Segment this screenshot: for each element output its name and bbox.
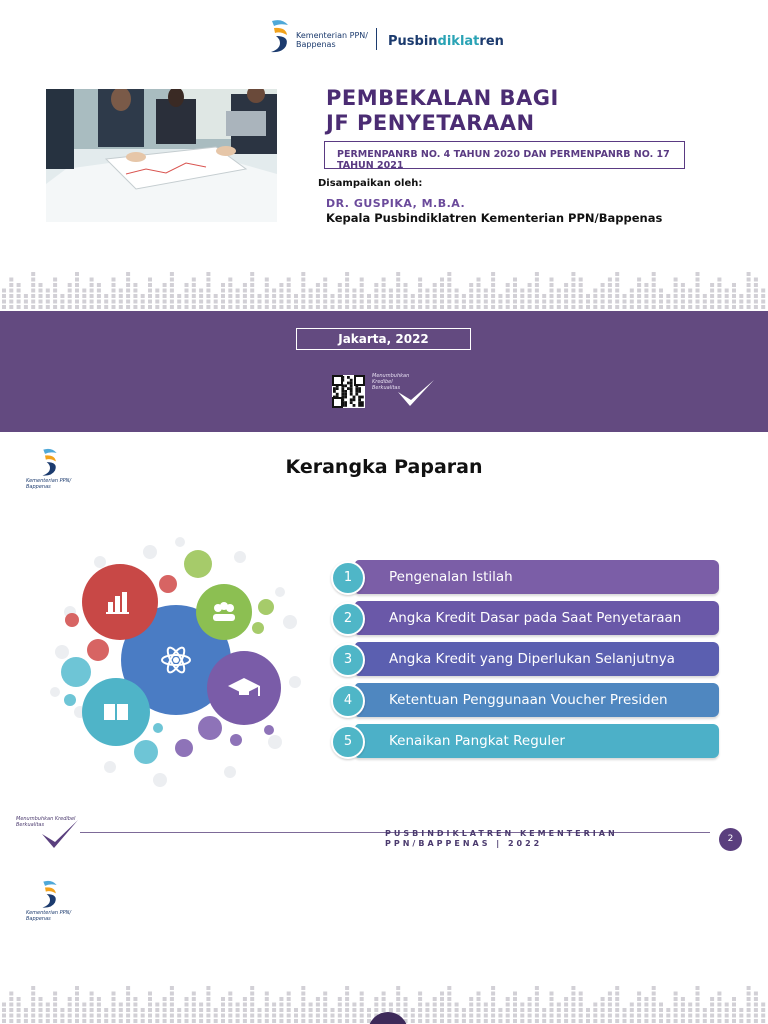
meeting-photo [46,89,277,222]
agenda-label: Angka Kredit yang Diperlukan Selanjutnya [389,651,675,667]
agenda-bar[interactable] [355,601,719,635]
agenda-number: 3 [331,643,365,677]
checkmark-icon [396,378,436,410]
agenda-label: Ketentuan Penggunaan Voucher Presiden [389,692,668,708]
agenda-item-1[interactable] [331,560,721,592]
pusbindiklatren-wordmark: Pusbindiklatren [388,34,504,49]
agenda-label: Angka Kredit Dasar pada Saat Penyetaraan [389,610,682,626]
checkmark-icon [40,818,80,852]
title-line-2: JF PENYETARAAN [326,111,535,135]
next-slide-partial [0,864,768,1024]
title-line-1: PEMBEKALAN BAGI [326,86,559,110]
logo-divider [376,28,377,50]
agenda-number: 2 [331,602,365,636]
header-logo [268,19,504,57]
speaker-name: DR. GUSPIKA, M.B.A. [326,197,466,210]
agenda-label: Kenaikan Pangkat Reguler [389,733,565,749]
agenda-bar[interactable] [355,683,719,717]
slide-title: Kerangka Paparan [285,456,483,478]
agenda-number: 5 [331,725,365,759]
title-slide [0,0,768,432]
agenda-slide [0,432,768,864]
page-number: 2 [719,828,742,851]
presentation-title [326,86,559,136]
cert-tagline: Menumbuhkan Kredibel Berkualitas [372,373,410,391]
presented-by-label: Disampaikan oleh: [318,178,423,189]
agenda-bar[interactable] [355,642,719,676]
agenda-bar[interactable] [355,724,719,758]
regulation-box: PERMENPANRB NO. 4 TAHUN 2020 DAN PERMENPANRB NO. 17 TAHUN 2021 [324,141,685,169]
header-logo-org: Kementerian PPN/ Bappenas [296,31,368,49]
agenda-number: 4 [331,684,365,718]
logo-caption: Kementerian PPN/ Bappenas [26,910,72,922]
agenda-item-3[interactable] [331,642,721,674]
footer-cert-text: Menumbuhkan Kredibel Berkualitas [16,816,76,828]
logo-caption: Kementerian PPN/ Bappenas [26,478,72,490]
date-place: Jakarta, 2022 [296,328,471,350]
bappenas-logo-icon [38,880,62,910]
agenda-label: Pengenalan Istilah [389,569,513,585]
footer-text: PUSBINDIKLATREN KEMENTERIAN PPN/BAPPENAS | 2022 [385,829,618,848]
agenda-item-4[interactable] [331,683,721,715]
qr-code-icon [332,375,365,408]
dotted-pattern [0,250,768,310]
agenda-number: 1 [331,561,365,595]
circle-infographic [40,532,310,792]
bappenas-logo-icon [268,19,292,55]
speaker-role: Kepala Pusbindiklatren Kementerian PPN/Bappenas [326,211,663,225]
agenda-bar[interactable] [355,560,719,594]
agenda-item-5[interactable] [331,724,721,756]
agenda-item-2[interactable] [331,601,721,633]
